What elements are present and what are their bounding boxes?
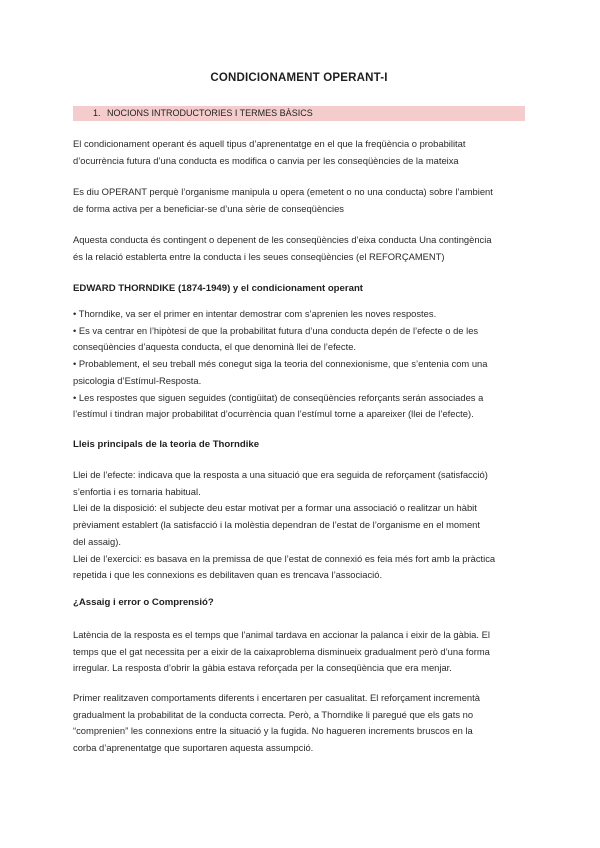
- text-line: Primer realitzaven comportaments diferents i encertaren per casualitat. El reforçament incrementà: [73, 692, 480, 703]
- text-line: El condicionament operant és aquell tipus d’aprenentatge en el que la freqüència o probabilitat: [73, 138, 466, 149]
- text-line: d’ocurrència futura d’una conducta es modifica o canvia per les conseqüències de la mateixa: [73, 154, 459, 166]
- text-line: Llei de l’efecte: indicava que la resposta a una situació que era seguida de reforçament (satisfacció): [73, 469, 488, 480]
- text-line: gradualment la probabilitat de la conducta correcta. Però, a Thorndike li paregué que els gats no: [73, 708, 474, 720]
- intro-paragraph-3: [73, 232, 525, 265]
- lleis-heading: Lleis principals de la teoria de Thorndike: [73, 439, 260, 450]
- text-line: Aquesta conducta és contingent o depenent de les conseqüències d’eixa conducta Una contingència: [73, 234, 492, 245]
- section-number: 1.: [93, 108, 101, 118]
- assaig-paragraph-2: [73, 690, 525, 757]
- assaig-paragraph-1: [73, 627, 525, 677]
- list-line: psicologia d’Estímul-Resposta.: [73, 374, 202, 386]
- text-line: temps que el gat necessita per a eixir de la caixaproblema disminueix gradualment però d’una forma: [73, 645, 490, 657]
- list-line: conseqüències d’aquesta conducta, el que denominà llei de l’efecte.: [73, 341, 357, 353]
- list-line: • Les respostes que siguen seguides (contigüitat) de conseqüències reforçants serán associades a: [73, 391, 484, 403]
- list-line: • Probablement, el seu treball més conegut siga la teoria del connexionisme, que s’entenia com una: [73, 358, 488, 370]
- text-line: irregular. La resposta d’obrir la gàbia estava reforçada per la conseqüència que era menjar.: [73, 662, 452, 674]
- list-line: • Es va centrar en l’hipòtesi de que la probabilitat futura d’una conducta depén de l’efecte o de les: [73, 324, 479, 336]
- list-line: • Thorndike, va ser el primer en intentar demostrar com s’aprenien les noves respostes.: [73, 308, 437, 319]
- text-line: repetida i que les connexions es debilitaven quan es trencava l’associació.: [73, 569, 383, 581]
- text-line: corba d’aprenentatge que suportaren aquesta assumpció.: [73, 742, 314, 754]
- thorndike-heading: EDWARD THORNDIKE (1874-1949) y el condicionament operant: [73, 283, 364, 294]
- text-line: és la relació establerta entre la conducta i les seues conseqüències (el REFORÇAMENT): [73, 250, 445, 262]
- text-line: Llei de la disposició: el subjecte deu estar motivat per a formar una associació o realitzar un hàbit: [73, 502, 477, 514]
- lleis-list: [73, 467, 525, 584]
- assaig-heading: ¿Assaig i error o Comprensió?: [73, 597, 214, 608]
- text-line: prèviament establert (la satisfacció i la molèstia dependran de l’estat de l’organisme en el moment: [73, 519, 480, 531]
- page-title: CONDICIONAMENT OPERANT-I: [210, 72, 388, 84]
- text-line: s’enfortia i es tornaria habitual.: [73, 485, 201, 497]
- text-line: de forma activa per a beneficiar-se d’una sèrie de conseqüències: [73, 202, 344, 214]
- section-heading-1: [73, 106, 525, 121]
- text-line: Llei de l’exercici: es basava en la premissa de que l’estat de connexió es feia més fort amb la pràctica: [73, 552, 496, 564]
- text-line: Latència de la resposta es el temps que l’animal tardava en accionar la palanca i eixir de la gàbia. El: [73, 629, 490, 640]
- thorndike-list: [73, 306, 525, 423]
- intro-paragraph-2: [73, 184, 525, 217]
- text-line: “comprenien” les connexions entre la situació y la fugida. No hagueren increments bruscos en la: [73, 725, 473, 737]
- text-line: del assaig).: [73, 535, 121, 547]
- section-label: NOCIONS INTRODUCTORIES I TERMES BÀSICS: [107, 108, 313, 118]
- intro-paragraph-1: [73, 136, 525, 169]
- list-line: l’estímul i tindran major probabilitat d’ocurrència quan l’estímul torne a apareixer (llei de l’efecte).: [73, 408, 474, 420]
- text-line: Es diu OPERANT perquè l’organisme manipula u opera (emetent o no una conducta) sobre l’ambient: [73, 186, 493, 197]
